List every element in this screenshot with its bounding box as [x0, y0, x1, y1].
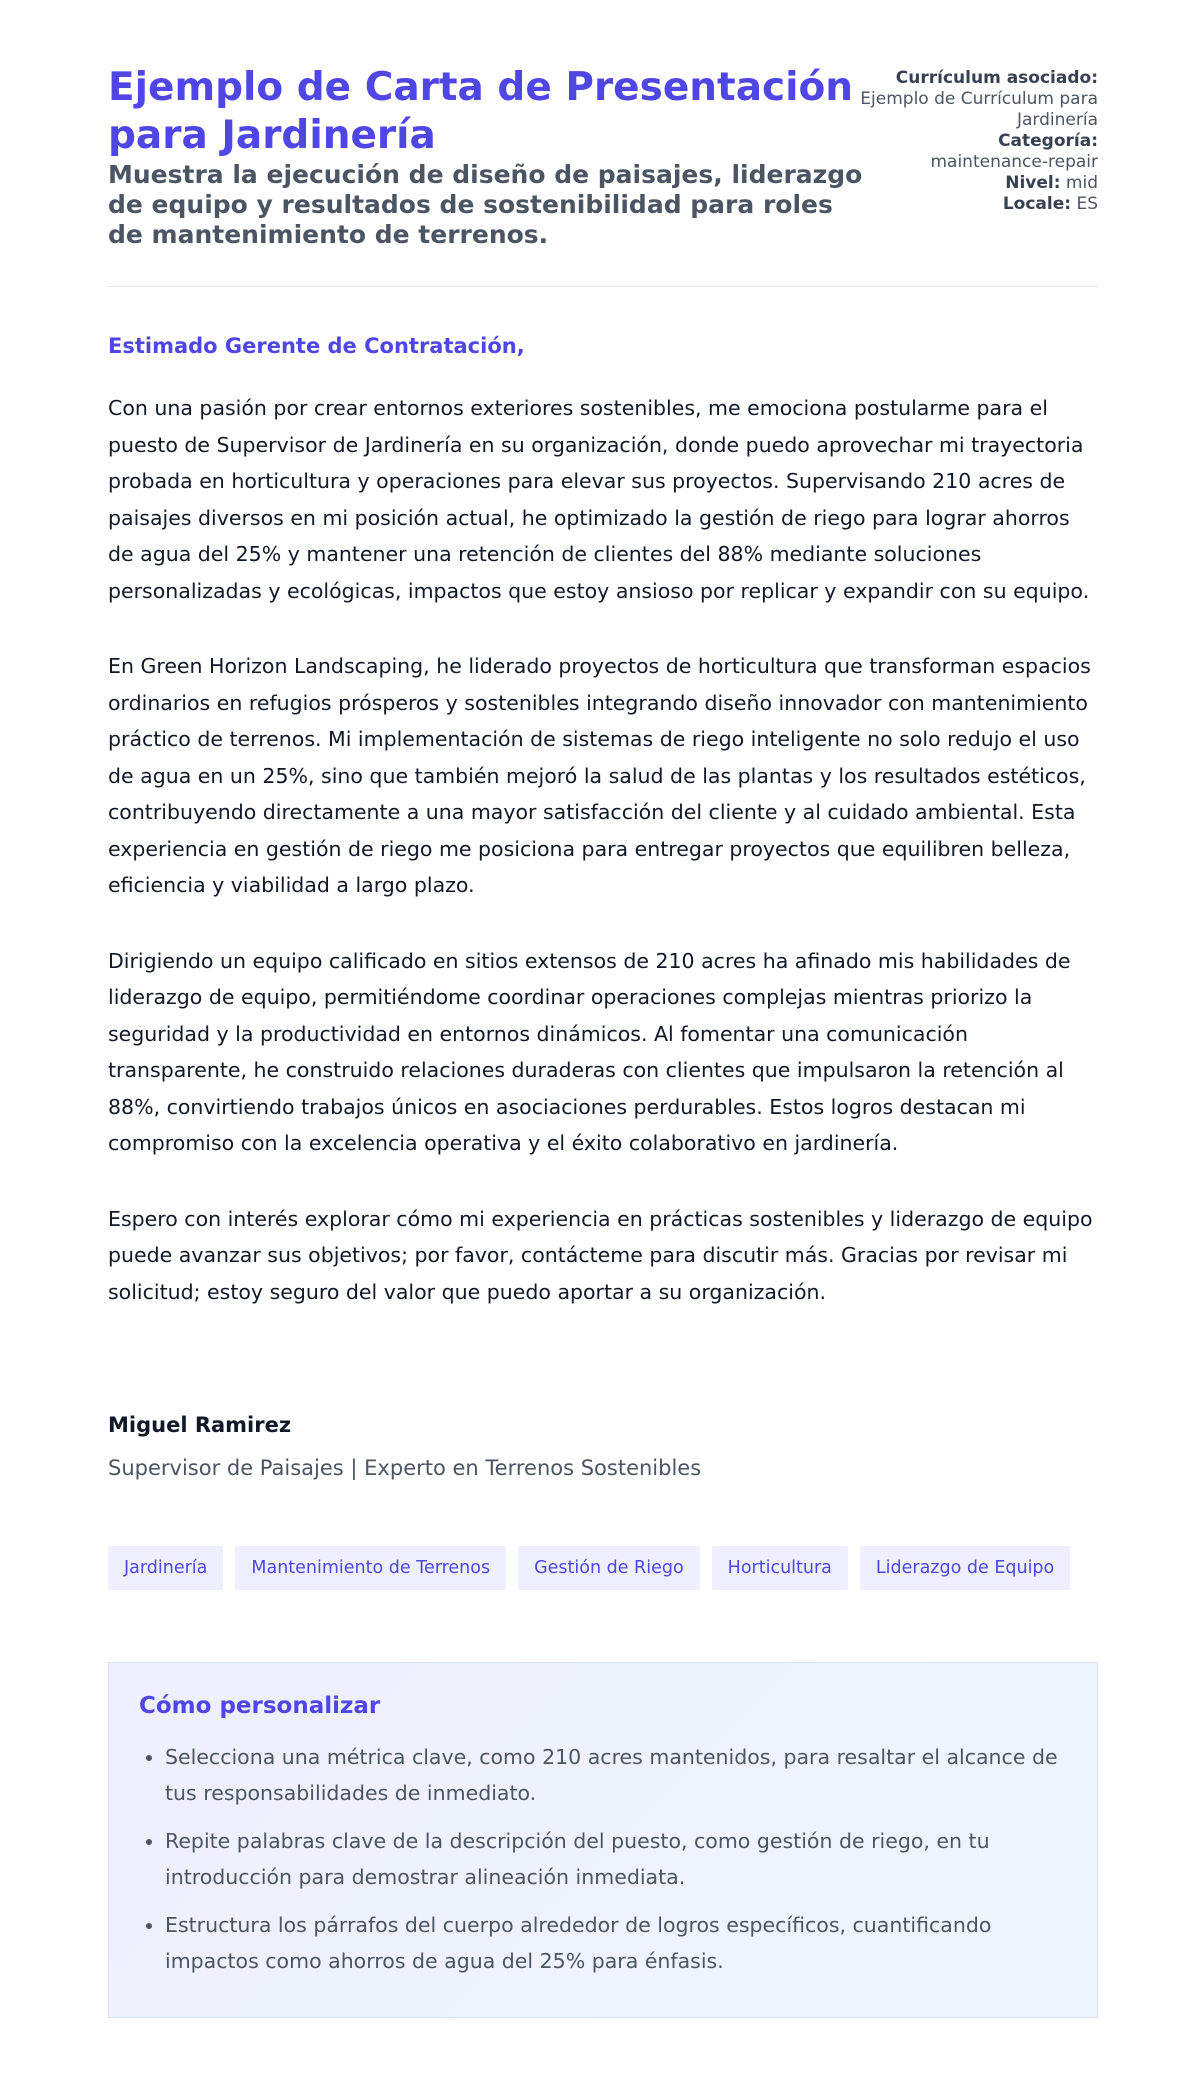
- letter-paragraph: Dirigiendo un equipo calificado en sitios extensos de 210 acres ha afinado mis habilidades de liderazgo de equipo, permitiéndome coordinar operaciones complejas mientras priorizo la seguridad y la productividad en entornos dinámicos. Al fomentar una comunicación transparente, he construido relaciones duraderas con clientes que impulsaron la retención al 88%, convirtiendo trabajos únicos en asociaciones perdurables. Estos logros destacan mi compromiso con la excelencia operativa y el éxito colaborativo en jardinería.: [108, 948, 1071, 1155]
- skill-tag[interactable]: Gestión de Riego: [518, 1546, 700, 1590]
- skill-tags: [108, 1546, 1070, 1590]
- page-subtitle: Muestra la ejecución de diseño de paisajes, liderazgo de equipo y resultados de sostenibilidad para roles de mantenimiento de terrenos.: [108, 160, 863, 249]
- skill-tag[interactable]: Liderazgo de Equipo: [860, 1546, 1070, 1590]
- page-header: [108, 0, 1098, 287]
- signature-role: Supervisor de Paisajes | Experto en Terrenos Sostenibles: [108, 1456, 702, 1480]
- meta-category: [858, 131, 1098, 173]
- customization-tips-box: [108, 1662, 1098, 2018]
- meta-locale-label: Locale:: [1002, 194, 1072, 214]
- meta-category-value: maintenance-repair: [930, 152, 1098, 172]
- cover-letter-page: [108, 0, 1098, 1973]
- letter-paragraph: En Green Horizon Landscaping, he liderado proyectos de horticultura que transforman espacios ordinarios en refugios prósperos y sostenibles integrando diseño innovador con mantenimiento práctico de terrenos. Mi implementación de sistemas de riego inteligente no solo redujo el uso de agua en un 25%, sino que también mejoró la salud de las plantas y los resultados estéticos, contribuyendo directamente a una mayor satisfacción del cliente y al cuidado ambiental. Esta experiencia en gestión de riego me posiciona para entregar proyectos que equilibren belleza, eficiencia y viabilidad a largo plazo.: [108, 654, 1091, 897]
- tip-item: • Estructura los párrafos del cuerpo alrededor de logros específicos, cuantificando impactos como ahorros de agua del 25% para énfasis.: [165, 1907, 1067, 1979]
- meta-locale: [858, 194, 1098, 215]
- meta-locale-value: ES: [1076, 194, 1098, 214]
- meta-resume-label: Currículum asociado:: [895, 68, 1098, 88]
- signature-name: Miguel Ramirez: [108, 1413, 292, 1437]
- skill-tag[interactable]: Mantenimiento de Terrenos: [235, 1546, 506, 1590]
- meta-level-label: Nivel:: [1005, 173, 1061, 193]
- meta-resume: [858, 68, 1098, 131]
- meta-level: [858, 173, 1098, 194]
- meta-panel: [858, 68, 1098, 215]
- letter-paragraph: Con una pasión por crear entornos exteriores sostenibles, me emociona postularme para el puesto de Supervisor de Jardinería en su organización, donde puedo aprovechar mi trayectoria probada en horticultura y operaciones para elevar sus proyectos. Supervisando 210 acres de paisajes diversos en mi posición actual, he optimizado la gestión de riego para lograr ahorros de agua del 25% y mantener una retención de clientes del 88% mediante soluciones personalizadas y ecológicas, impactos que estoy ansioso por replicar y expandir con su equipo.: [108, 396, 1090, 603]
- skill-tag[interactable]: Horticultura: [712, 1546, 848, 1590]
- tips-title: Cómo personalizar: [139, 1693, 381, 1719]
- page-title: Ejemplo de Carta de Presentación para Jardinería: [108, 65, 854, 158]
- letter-body: [108, 390, 1098, 1349]
- tip-item: • Selecciona una métrica clave, como 210 acres mantenidos, para resaltar el alcance de tus responsabilidades de inmediato.: [165, 1739, 1067, 1811]
- tips-list: [139, 1739, 1067, 1979]
- meta-category-label: Categoría:: [998, 131, 1098, 151]
- letter-greeting: Estimado Gerente de Contratación,: [108, 334, 525, 358]
- tip-item: • Repite palabras clave de la descripción del puesto, como gestión de riego, en tu introducción para demostrar alineación inmediata.: [165, 1823, 1067, 1895]
- skill-tag[interactable]: Jardinería: [108, 1546, 223, 1590]
- letter-paragraph: Espero con interés explorar cómo mi experiencia en prácticas sostenibles y liderazgo de equipo puede avanzar sus objetivos; por favor, contácteme para discutir más. Gracias por revisar mi solicitud; estoy seguro del valor que puedo aportar a su organización.: [108, 1206, 1093, 1304]
- meta-level-value: mid: [1065, 173, 1098, 193]
- meta-resume-value[interactable]: Ejemplo de Currículum para Jardinería: [860, 89, 1098, 130]
